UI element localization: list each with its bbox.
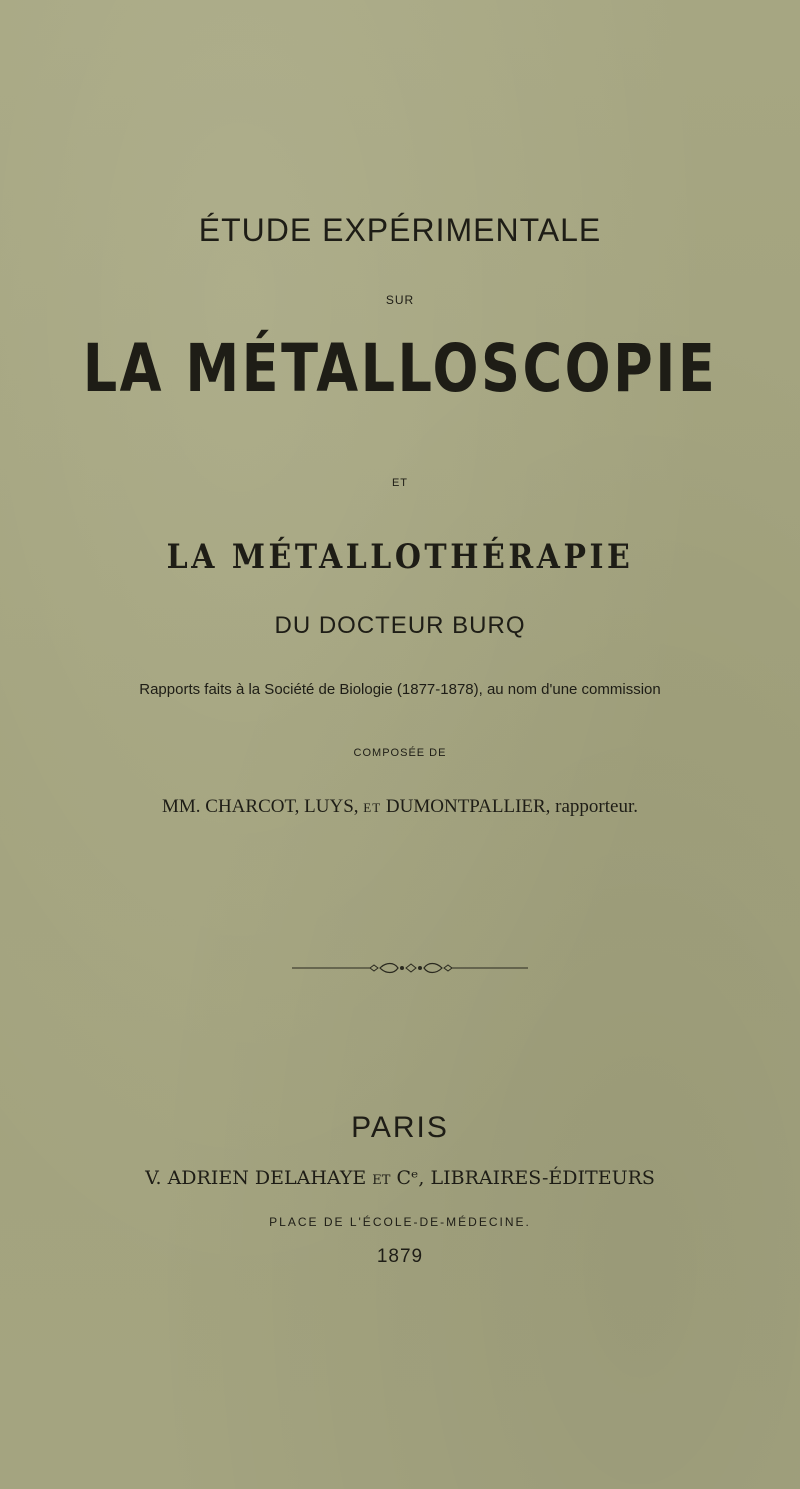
publisher-line xyxy=(0,1167,800,1189)
second-title: LA MÉTALLOTHÉRAPIE xyxy=(166,537,634,577)
ornament-divider-icon xyxy=(290,960,530,976)
subtitle-etude: ÉTUDE EXPÉRIMENTALE xyxy=(198,212,602,248)
publication-year: 1879 xyxy=(376,1246,424,1267)
composee-line: COMPOSÉE DE xyxy=(353,747,447,759)
word-sur: SUR xyxy=(385,293,415,307)
members-names: MM. CHARCOT, LUYS, xyxy=(162,796,359,817)
publisher-name: V. ADRIEN DELAHAYE xyxy=(145,1167,367,1189)
publisher-firm: Cᵉ, LIBRAIRES-ÉDITEURS xyxy=(396,1167,655,1189)
publisher-conjunction: ET xyxy=(372,1173,391,1188)
author-line: DU DOCTEUR BURQ xyxy=(274,612,526,639)
members-rapporteur: DUMONTPALLIER, rapporteur. xyxy=(385,796,638,817)
members-line xyxy=(0,796,800,818)
reports-line: Rapports faits à la Société de Biologie (1877-1878), au nom d'une commission xyxy=(139,681,661,698)
publisher-address: PLACE DE L'ÉCOLE-DE-MÉDECINE. xyxy=(269,1215,531,1229)
city-paris: PARIS xyxy=(351,1111,449,1144)
main-title: LA MÉTALLOSCOPIE xyxy=(82,330,718,407)
word-et: ET xyxy=(391,477,409,489)
members-conjunction: ET xyxy=(363,800,382,815)
